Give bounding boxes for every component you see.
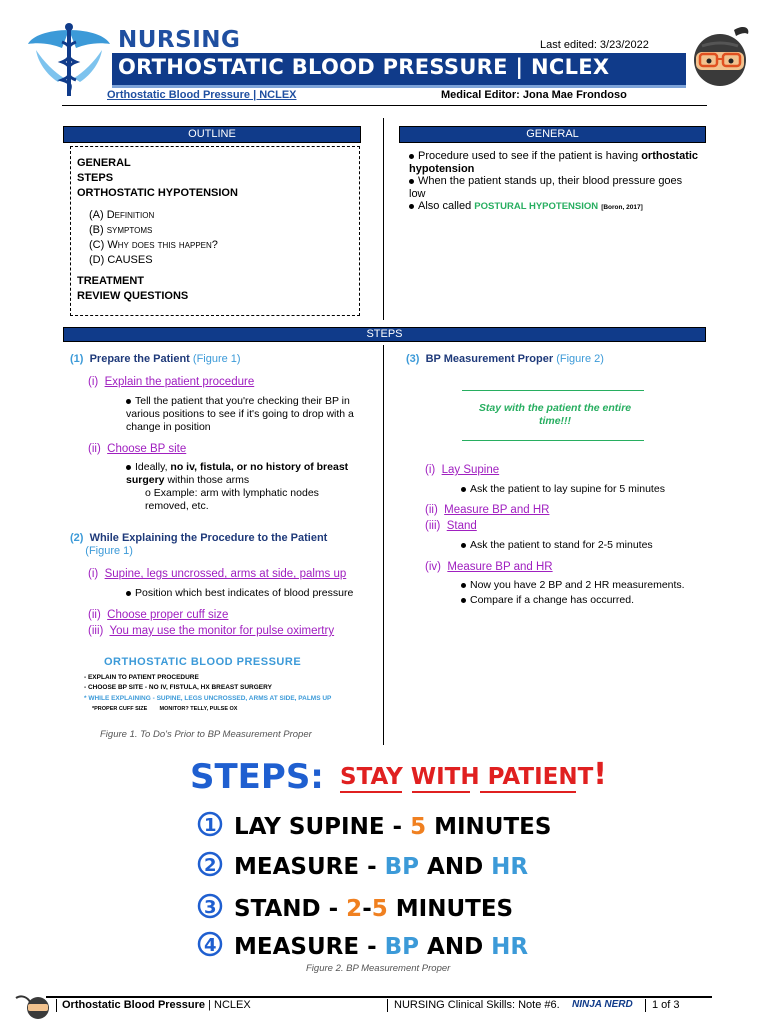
- footer-note: NURSING Clinical Skills: Note #6.: [394, 999, 560, 1011]
- caduceus-logo-icon: [28, 22, 110, 98]
- outline-item[interactable]: ORTHOSTATIC HYPOTENSION: [77, 187, 238, 199]
- page-number: 1 of 3: [652, 999, 680, 1011]
- outline-subitem[interactable]: (C) Why does this happen?: [89, 239, 218, 251]
- bullet-icon: [126, 591, 131, 596]
- step-3-iv-body: Compare if a change has occurred.: [461, 594, 711, 607]
- step-1-ii-body: Ideally, no iv, fistula, or no history of breast surgery within those arms: [126, 461, 349, 486]
- fig2-row3-num: 2: [346, 896, 363, 922]
- fig2-patient: PATIENT: [487, 764, 594, 790]
- figure-2-caption: Figure 2. BP Measurement Proper: [306, 963, 451, 974]
- figure-1-image: [84, 654, 362, 726]
- bullet-icon: [461, 598, 466, 603]
- fig2-row3-end: MINUTES: [387, 896, 514, 922]
- footer-divider: [46, 996, 712, 998]
- ninja-mascot-icon: [688, 24, 752, 88]
- fig2-num: 2: [204, 855, 217, 876]
- footer-separator: [387, 999, 388, 1012]
- step-2-i-body: Position which best indicates of blood pressure: [126, 587, 366, 600]
- brand-heading: NURSING: [118, 27, 241, 53]
- figure-1-title: ORTHOSTATIC BLOOD PRESSURE: [104, 656, 302, 668]
- outline-subitem[interactable]: (D) CAUSES: [89, 254, 153, 266]
- bullet-icon: [126, 465, 131, 470]
- column-divider: [383, 118, 384, 320]
- outline-item[interactable]: TREATMENT: [77, 275, 145, 287]
- step-1-i-body: Tell the patient that you're checking their BP in various positions to see if it's going to drop with a change in position: [126, 395, 354, 433]
- step-2-heading: (2) While Explaining the Procedure to the Patient (Figure 1): [70, 532, 328, 557]
- page-title: ORTHOSTATIC BLOOD PRESSURE | NCLEX: [118, 55, 610, 79]
- bullet-icon: [461, 583, 466, 588]
- step-3-i-body: Ask the patient to lay supine for 5 minutes: [461, 483, 701, 496]
- svg-text:STAND - 2-5 MINUTES: [234, 896, 513, 922]
- general-bullet: When the patient stands up, their blood pressure goes low: [409, 175, 683, 200]
- fig2-excl: !: [593, 757, 607, 792]
- step-3-iii[interactable]: (iii) Stand: [425, 520, 477, 532]
- fig2-num: 1: [204, 815, 217, 836]
- outline-heading: OUTLINE: [63, 126, 361, 143]
- figure-1-caption: Figure 1. To Do's Prior to BP Measurement Proper: [100, 729, 312, 740]
- fig2-num: 3: [204, 897, 217, 918]
- figure-1-line: *PROPER CUFF SIZE MONITOR? TELLY, PULSE OX: [92, 706, 238, 712]
- step-1-ii-example: o Example: arm with lymphatic nodes removed, etc.: [145, 487, 319, 512]
- bullet-icon: [461, 487, 466, 492]
- svg-text:LAY SUPINE - 5 MINUTES: [234, 814, 551, 840]
- ninja-nerd-logo: NINJA NERD: [572, 999, 633, 1010]
- outline-box: [70, 146, 360, 316]
- fig2-row4-hr: HR: [491, 934, 529, 960]
- general-heading: GENERAL: [399, 126, 706, 143]
- fig2-row1: LAY SUPINE -: [234, 814, 411, 840]
- bullet-icon: [409, 179, 414, 184]
- fig2-row1-end: MINUTES: [426, 814, 552, 840]
- step-3-i[interactable]: (i) Lay Supine: [425, 464, 500, 476]
- footer-separator: [645, 999, 646, 1012]
- green-rule: [462, 440, 644, 441]
- step-2-ii[interactable]: (ii) Choose proper cuff size: [88, 609, 229, 621]
- bullet-icon: [126, 399, 131, 404]
- step-2-iii[interactable]: (iii) You may use the monitor for pulse oximertry: [88, 625, 335, 637]
- fig2-row4-and: AND: [419, 934, 492, 960]
- step-3-iii-body: Ask the patient to stand for 2-5 minutes: [461, 539, 701, 552]
- step-3-ii[interactable]: (ii) Measure BP and HR: [425, 504, 550, 516]
- fig2-steps-word: STEPS:: [190, 757, 324, 797]
- outline-item[interactable]: STEPS: [77, 172, 114, 184]
- steps-heading: STEPS: [63, 327, 706, 342]
- fig2-with: WITH: [410, 764, 480, 790]
- medical-editor: Medical Editor: Jona Mae Frondoso: [441, 89, 627, 101]
- outline-item[interactable]: REVIEW QUESTIONS: [77, 290, 189, 302]
- outline-subitem[interactable]: (A) Definition: [89, 209, 155, 221]
- figure-1-line: * WHILE EXPLAINING - SUPINE, LEGS UNCROSSED, ARMS AT SIDE, PALMS UP: [84, 695, 332, 702]
- fig2-row3-dash: -: [362, 896, 372, 922]
- fig2-row1-num: 5: [410, 814, 427, 840]
- bullet-icon: [409, 204, 414, 209]
- step-3-iv-body: Now you have 2 BP and 2 HR measurements.: [461, 579, 711, 592]
- subtitle-link[interactable]: Orthostatic Blood Pressure | NCLEX: [107, 89, 297, 101]
- stay-with-patient-note: Stay with the patient the entire time!!!: [478, 402, 632, 427]
- fig2-row2-bp: BP: [384, 854, 420, 880]
- step-2-i[interactable]: (i) Supine, legs uncrossed, arms at side, palms up: [88, 568, 347, 580]
- outline-subitem[interactable]: (B) symptoms: [89, 224, 153, 236]
- fig2-row4: MEASURE -: [234, 934, 385, 960]
- footer-separator: [56, 999, 57, 1012]
- footer-title: Orthostatic Blood Pressure | NCLEX: [62, 999, 251, 1011]
- fig2-row4-bp: BP: [384, 934, 420, 960]
- step-3-heading: (3) BP Measurement Proper (Figure 2): [406, 353, 604, 365]
- step-1-i[interactable]: (i) Explain the patient procedure: [88, 376, 255, 388]
- fig2-row2-and: AND: [419, 854, 492, 880]
- svg-text:MEASURE - BP AND HR: [234, 934, 528, 960]
- bullet-icon: [409, 154, 414, 159]
- fig2-stay: STAY: [340, 764, 403, 790]
- fig2-row3-num2: 5: [371, 896, 388, 922]
- step-1-ii[interactable]: (ii) Choose BP site: [88, 443, 187, 455]
- fig2-row2: MEASURE -: [234, 854, 385, 880]
- svg-text:MEASURE - BP AND HR: [234, 854, 528, 880]
- figure-1-line: - EXPLAIN TO PATIENT PROCEDURE: [84, 674, 199, 681]
- header-divider: [62, 105, 707, 106]
- step-1-heading: (1) Prepare the Patient (Figure 1): [70, 353, 241, 365]
- column-divider: [383, 345, 384, 745]
- fig2-num: 4: [204, 935, 217, 956]
- general-bullet: Also called POSTURAL HYPOTENSION [Boron, 2017]: [409, 200, 699, 214]
- fig2-row2-hr: HR: [491, 854, 529, 880]
- step-3-iv[interactable]: (iv) Measure BP and HR: [425, 561, 553, 573]
- fig2-row3: STAND -: [234, 896, 347, 922]
- bullet-icon: [461, 543, 466, 548]
- outline-item[interactable]: GENERAL: [77, 157, 131, 169]
- general-bullet: Procedure used to see if the patient is having orthostatic hypotension: [409, 150, 699, 175]
- svg-text:STAY WITH PATIENT!: [340, 757, 607, 792]
- figure-1-line: - CHOOSE BP SITE - NO IV, FISTULA, HX BREAST SURGERY: [84, 684, 272, 691]
- green-rule: [462, 390, 644, 391]
- last-edited: Last edited: 3/23/2022: [540, 39, 649, 51]
- figure-2-image: [180, 752, 607, 964]
